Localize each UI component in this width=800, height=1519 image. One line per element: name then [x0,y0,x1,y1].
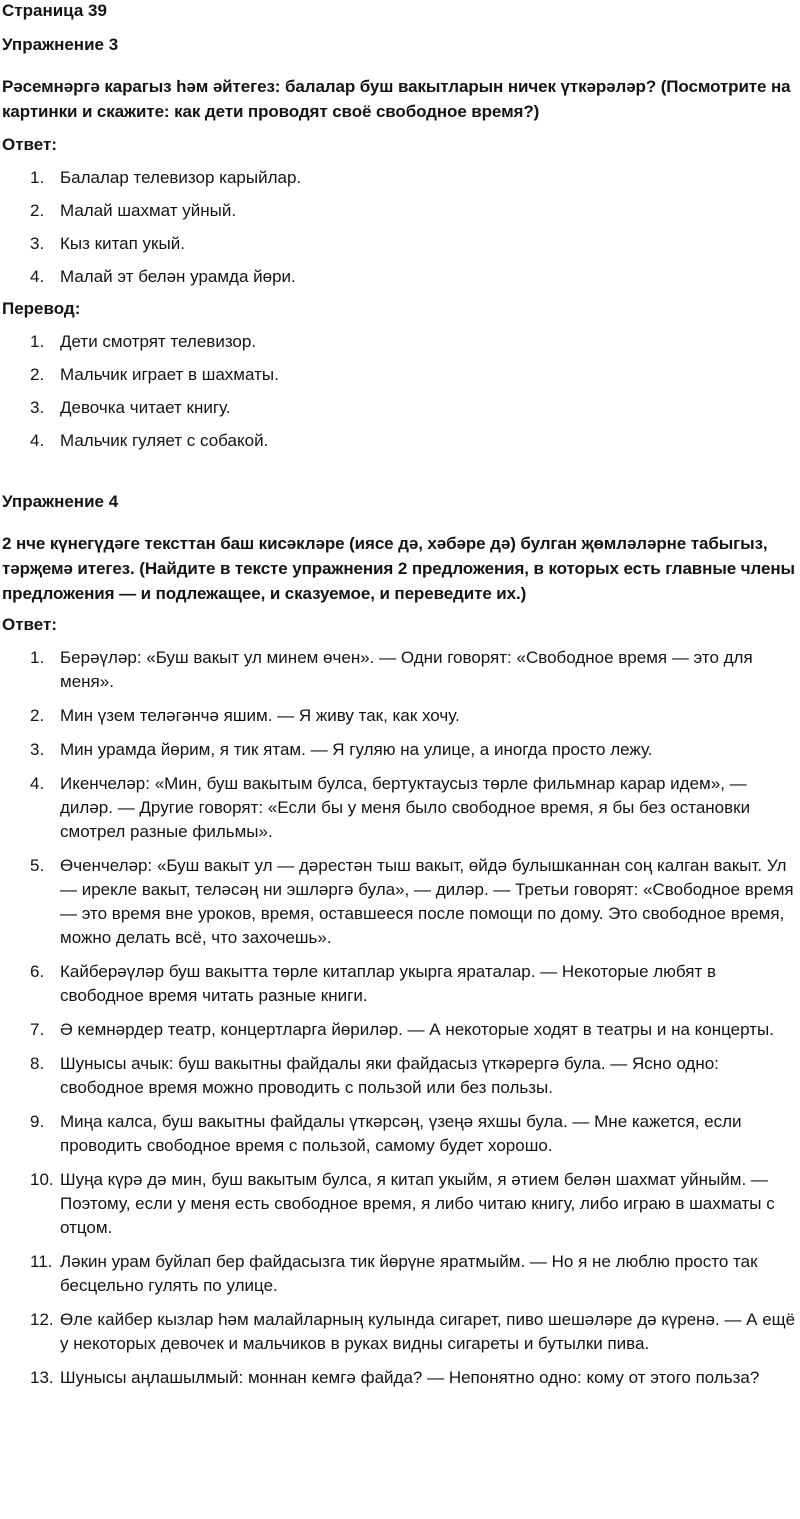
list-item-number: 12. [30,1310,54,1329]
list-item [2,1366,800,1390]
list-item-text: Ләкин урам буйлап бер файдасызга тик йөрүне яратмыйм. — Но я не люблю просто так бесцельно гулять по улице. [60,1252,758,1295]
list-item-number: 9. [30,1112,45,1131]
list-item-number: 1. [30,648,45,667]
exercise-3-task: Рәсемнәргә карагыз һәм әйтегез: балалар буш вакытларын ничек үткәрәләр? (Посмотрите на картинки и скажите: как дети проводят своё свободное время?) [2,77,791,121]
exercise-4-title: Упражнение 4 [2,492,119,511]
list-item [2,854,800,950]
list-item-number: 3. [30,398,45,417]
list-item-number: 7. [30,1020,45,1039]
list-item [2,738,800,762]
list-item-text: Мин үзем теләгәнчә яшим. — Я живу так, как хочу. [60,706,460,725]
exercise-4 [2,491,800,1390]
list-item-text: Мальчик играет в шахматы. [60,365,279,384]
list-item [2,704,800,728]
list-item-text: Кайберәүләр буш вакытта төрле китаплар укырга яраталар. — Некоторые любят в свободное время читать разные книги. [60,962,717,1005]
list-item [2,363,800,387]
list-item [2,1168,800,1240]
list-item-text: Шуңа күрә дә мин, буш вакытым булса, я китап укыйм, я әтием белән шахмат уйныйм. — Поэтому, если у меня есть свободное время, я либо читаю книгу, либо играю в шахматы с отцом. [60,1170,775,1237]
list-item-text: Шунысы аңлашылмый: моннан кемгә файда? — Непонятно одно: кому от этого польза? [60,1368,760,1387]
list-item-number: 6. [30,962,45,981]
list-item-number: 1. [30,168,45,187]
list-item-text: Балалар телевизор карыйлар. [60,168,302,187]
exercise-3 [2,34,800,453]
list-item [2,1018,800,1042]
list-item [2,199,800,223]
page-title: Страница 39 [2,1,107,20]
list-item-text: Кыз китап укый. [60,234,185,253]
list-item-number: 1. [30,332,45,351]
list-item [2,1308,800,1356]
exercise-3-answer-list [2,166,800,289]
list-item [2,772,800,844]
list-item-text: Миңа калса, буш вакытны файдалы үткәрсәң, үзеңә яхшы була. — Мне кажется, если проводить свободное время с пользой, самому будет хорошо. [60,1112,742,1155]
list-item-number: 11. [30,1252,53,1271]
list-item-text: Икенчеләр: «Мин, буш вакытым булса, бертуктаусыз төрле фильмнар карар идем», — диләр. — Другие говорят: «Если бы у меня было свободное время, я бы без остановки смотрел разные фильмы». [60,774,751,841]
list-item-number: 4. [30,431,45,450]
list-item-number: 2. [30,201,45,220]
list-item [2,429,800,453]
list-item-number: 4. [30,267,45,286]
list-item-text: Девочка читает книгу. [60,398,231,417]
list-item-text: Ә кемнәрдер театр, концертларга йөриләр. — А некоторые ходят в театры и на концерты. [60,1020,774,1039]
list-item-text: Өченчеләр: «Буш вакыт ул — дәрестән тыш вакыт, өйдә булышканнан соң калган вакыт. Ул — ирекле вакыт, теләсәң ни эшләргә була», — диләр. — Третьи говорят: «Свободное время — это время вне уроков, время, оставшееся после помощи по дому. Это свободное время, можно делать всё, что захочешь». [60,856,794,947]
exercise-3-title: Упражнение 3 [2,35,119,54]
list-item-number: 3. [30,740,45,759]
list-item-text: Шунысы ачык: буш вакытны файдалы яки файдасыз үткәрергә була. — Ясно одно: свободное время можно проводить с пользой или без пользы. [60,1054,719,1097]
list-item [2,1110,800,1158]
list-item-text: Берәүләр: «Буш вакыт ул минем өчен». — Одни говорят: «Свободное время — это для меня». [60,648,753,691]
list-item [2,960,800,1008]
list-item-number: 3. [30,234,45,253]
list-item-number: 2. [30,706,45,725]
list-item-number: 13. [30,1368,54,1387]
exercise-3-translation-label: Перевод: [2,299,81,318]
list-item [2,265,800,289]
list-item-text: Малай эт белән урамда йөри. [60,267,296,286]
list-item-text: Малай шахмат уйный. [60,201,237,220]
list-item-number: 5. [30,856,45,875]
list-item [2,1250,800,1298]
list-item [2,396,800,420]
list-item-text: Мин урамда йөрим, я тик ятам. — Я гуляю на улице, а иногда просто лежу. [60,740,653,759]
list-item-number: 4. [30,774,45,793]
exercise-4-task: 2 нче күнегүдәге тексттан баш кисәкләре (иясе дә, хәбәре дә) булган җөмләләрне табыгыз, тәрҗемә итегез. (Найдите в тексте упражнения 2 предложения, в которых есть главные члены предложения — и подлежащее, и сказуемое, и переведите их.) [2,534,795,603]
list-item [2,232,800,256]
exercise-3-translation-list [2,330,800,453]
exercise-3-answer-label: Ответ: [2,135,57,154]
list-item-text: Дети смотрят телевизор. [60,332,257,351]
list-item [2,330,800,354]
list-item [2,166,800,190]
list-item-number: 2. [30,365,45,384]
exercise-4-answer-list [2,646,800,1390]
list-item [2,646,800,694]
list-item [2,1052,800,1100]
list-item-number: 10. [30,1170,54,1189]
list-item-text: Мальчик гуляет с собакой. [60,431,269,450]
exercise-4-answer-label: Ответ: [2,615,57,634]
list-item-number: 8. [30,1054,45,1073]
list-item-text: Өле кайбер кызлар һәм малайларның кулында сигарет, пиво шешәләре дә күренә. — А ещё у некоторых девочек и мальчиков в руках видны сигареты и бутылки пива. [60,1310,796,1353]
